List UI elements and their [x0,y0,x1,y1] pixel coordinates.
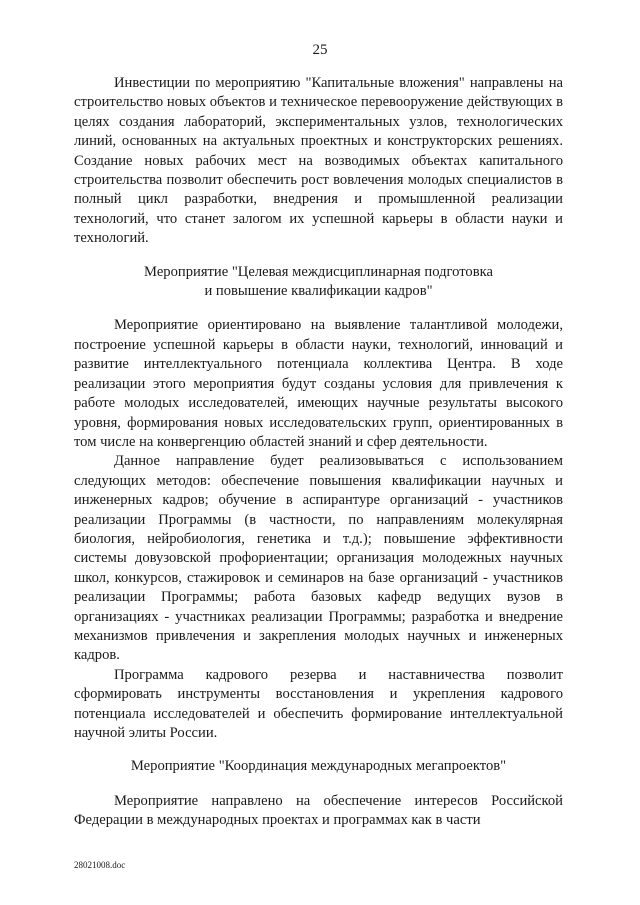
heading-training-program [74,263,563,302]
paragraph-talent-identification: Мероприятие ориентировано на выявление талантливой молодежи, построение успешной карьеры в области науки, технологий, инноваций и развитие интеллектуального потенциала коллектива Центра. В ходе реализации этого мероприятия будут созданы условия для привлечения к работе молодых исследователей, имеющих научные результаты высокого уровня, формирования новых исследовательских групп, ориентированных в том числе на конвергенцию областей знаний и сфер деятельности. [74,317,563,450]
heading-training-program-line-1: Мероприятие "Целевая междисциплинарная подготовка [144,263,493,280]
paragraph-capital-investments: Инвестиции по мероприятию "Капитальные вложения" направлены на строительство новых объектов и техническое перевооружение действующих в целях создания лабораторий, экспериментальных узлов, технологических линий, основанных на актуальных проектных и конструкторских решениях. Создание новых рабочих мест на возводимых объектах капитального строительства позволит обеспечить рост вовлечения молодых специалистов в полный цикл разработки, внедрения и промышленной реализации технологий, что станет залогом их успешной карьеры в области науки и технологий. [74,75,563,247]
paragraph-methods: Данное направление будет реализовываться с использованием следующих методов: обеспечение повышения квалификации научных и инженерных кадров; обучение в аспирантуре организаций - участников реализации Программы (в частности, по направлениям молекулярная биология, нейробиология, генетика и т.д.); повышение эффективности системы довузовской профориентации; организация молодежных научных школ, конкурсов, стажировок и семинаров на базе организаций - участников реализации Программы; работа базовых кафедр ведущих вузов в организациях - участниках реализации Программы; разработка и внедрение механизмов привлечения и закрепления молодых научных и инженерных кадров. [74,453,563,664]
paragraph-personnel-reserve: Программа кадрового резерва и наставничества позволит сформировать инструменты восстановления и укрепления кадрового потенциала исследователей и обеспечить формирование интеллектуальной научной элиты России. [74,666,563,741]
document-body [74,74,563,831]
paragraph-international-interests: Мероприятие направлено на обеспечение интересов Российской Федерации в международных проектах и программах как в части [74,792,563,829]
heading-international-megaprojects: Мероприятие "Координация международных мегапроектов" [130,758,507,775]
footer-filename: 28021008.doc [74,860,126,870]
page-number: 25 [312,42,328,58]
heading-training-program-line-2: и повышение квалификации кадров" [204,283,433,300]
